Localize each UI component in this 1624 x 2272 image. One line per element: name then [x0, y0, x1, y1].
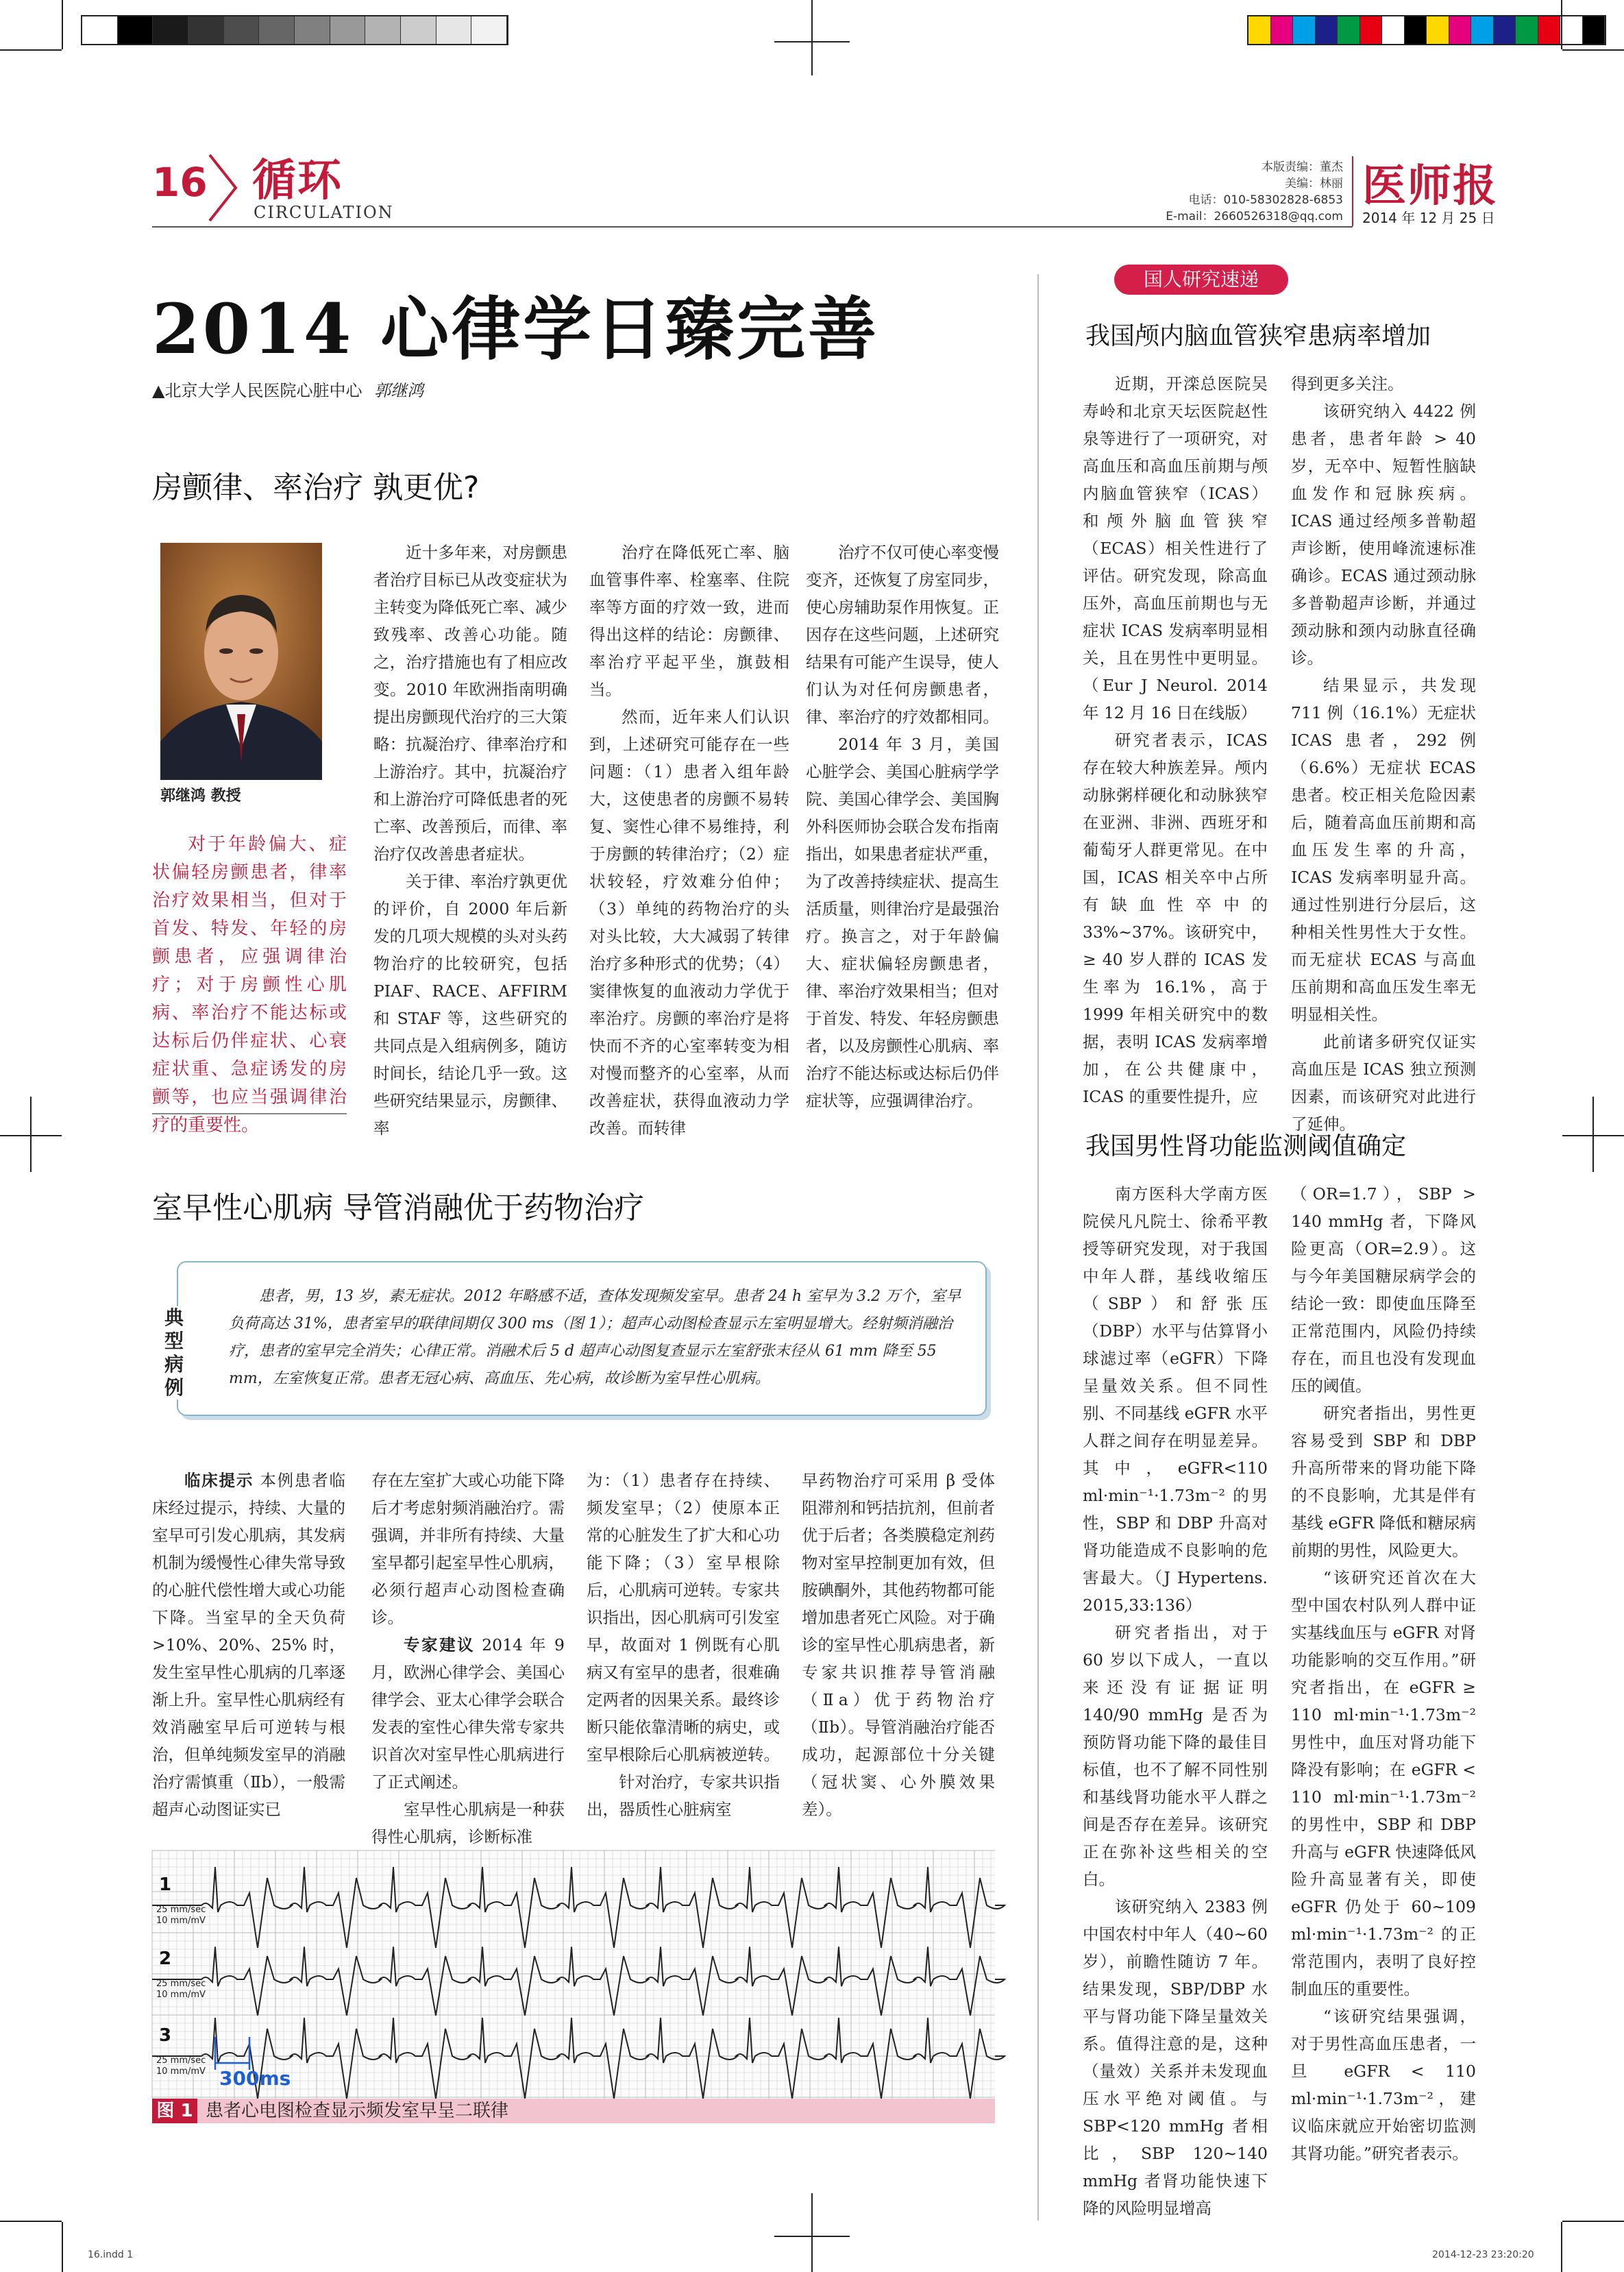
ecg-calibration-label: 25 mm/sec — [156, 1905, 206, 1915]
paragraph: 为：（1）患者存在持续、频发室早；（2）使原本正常的心脏发生了扩大和心功能下降；（3）室早根除后，心肌病可逆转。专家共识指出，因心肌病可引发室早，故面对 1 例既有心肌病又有室早的患者，很难确定两者的因果关系。最终诊断只能依靠清晰的病史，或室早根除后心肌病被逆转。 — [587, 1471, 780, 1764]
editor-credits — [1124, 159, 1343, 225]
case-text — [229, 1283, 962, 1406]
section2-column-2 — [371, 1467, 565, 1846]
color-calibration-bar — [1247, 15, 1606, 45]
section2-column-1 — [152, 1467, 345, 1823]
ecg-lead-label: 1 — [159, 1874, 172, 1895]
color-swatch — [1248, 16, 1271, 44]
ecg-lead-label: 2 — [159, 1949, 172, 1969]
color-swatch — [1405, 16, 1427, 44]
gray-swatch — [259, 16, 295, 44]
paragraph: 近十多年来，对房颤患者治疗目标已从改变症状为主转变为降低死亡率、减少致残率、改善心功能。随之，治疗措施也有了相应改变。2010 年欧洲指南明确提出房颤现代治疗的三大策略：抗凝治疗、律率治疗和上游治疗。其中，抗凝治疗和上游治疗可降低患者的死亡率、改善预后，而律、率治疗仅改善患者症状。 — [373, 543, 567, 864]
section2-heading: 室早性心肌病 导管消融优于药物治疗 — [152, 1190, 644, 1225]
section2-column-3 — [587, 1467, 780, 1823]
ecg-interval-label: 300ms — [219, 2067, 291, 2090]
summary-divider — [152, 1113, 347, 1114]
summary-text: 对于年龄偏大、症状偏轻房颤患者，律率治疗效果相当，但对于首发、特发、年轻的房颤患者，应强调律治疗；对于房颤性心肌病、率治疗不能达标或达标后仍伴症状、心衰症状重、急症诱发的房颤等，也应当强调律治疗的重要性。 — [152, 834, 347, 1136]
color-swatch — [1293, 16, 1316, 44]
paragraph: “该研究结果强调，对于男性高血压患者，一旦 eGFR < 110 ml·min⁻¹·1.73m⁻²，建议临床就应开始密切监测其肾功能。”研究者表示。 — [1291, 2007, 1476, 2163]
figure-label: 图 1 — [152, 2099, 197, 2123]
section2-column-4 — [802, 1467, 995, 1823]
section1-column-3 — [806, 539, 999, 1128]
credit-line: E-mail：2660526318@qq.com — [1166, 210, 1343, 223]
gray-swatch — [224, 16, 260, 44]
paragraph: 然而，近年来人们认识到，上述研究可能存在一些问题：（1）患者入组年龄大，这使患者的房颤不易转复、窦性心律不易维持，利于房颤的转律治疗；（2）症状较轻，疗效难分伯仲；（3）单纯的药物治疗的头对头比较，大大减弱了转律治疗多种形式的优势；（4）窦律恢复的血液动力学优于率治疗。房颤的率治疗是将快而不齐的心室率转变为相对慢而整齐的心室率，从而改善症状，获得血液动力学改善。而转律 — [589, 707, 789, 1138]
paragraph: 该研究纳入 4422 例患者，患者年龄 > 40 岁，无卒中、短暂性脑缺血发作和冠脉疾病。ICAS 通过经颅多普勒超声诊断，使用峰流速标准确诊。ECAS 通过颈动脉多普勒超声诊断，并通过颈动脉和颈内动脉直径确诊。 — [1291, 402, 1476, 668]
gray-swatch — [188, 16, 224, 44]
color-swatch — [1583, 16, 1605, 44]
color-swatch — [1449, 16, 1472, 44]
sidebar-article2-heading: 我国男性肾功能监测阈值确定 — [1085, 1132, 1407, 1160]
paragraph: 结果显示，共发现 711 例（16.1%）无症状 ICAS 患者，292 例（6.6%）无症状 ECAS 患者。校正相关危险因素后，随着高血压前期和高血压发生率的升高，ICAS 发病率明显升高。通过性别进行分层后，这种相关性男性大于女性。而无症状 ECAS 与高血压前期和高血压发生率无明显相关性。 — [1291, 676, 1476, 1024]
case-label-text: 典型病例 — [164, 1306, 184, 1399]
ecg-figure — [152, 1850, 995, 2099]
main-headline: 2014 心律学日臻完善 — [152, 289, 880, 369]
paragraph: 治疗不仅可使心率变慢变齐，还恢复了房室同步，使心房辅助泵作用恢复。正因存在这些问题，上述研究结果有可能产生误导，使人们认为对任何房颤患者，律、率治疗的疗效都相同。 — [806, 543, 999, 726]
paragraph: 得到更多关注。 — [1291, 374, 1404, 393]
paragraph: “该研究还首次在大型中国农村队列人群中证实基线血压与 eGFR 对肾功能影响的交互作用。”研究者指出，在 eGFR ≥ 110 ml·min⁻¹·1.73m⁻² 男性中，血压对肾功能下降没有影响；在 eGFR < 110 ml·min⁻¹·1.73m⁻² 的男性中，SBP 和 DBP 升高与 eGFR 快速降低风险升高显著有关，即使 eGFR 仍处于 60~109 ml·min⁻¹·1.73m⁻² 的正常范围内，表明了良好控制血压的重要性。 — [1291, 1568, 1476, 1999]
paragraph: 研究者指出，男性更容易受到 SBP 和 DBP 升高所带来的肾功能下降的不良影响，尤其是伴有基线 eGFR 降低和糖尿病前期的男性，风险更大。 — [1291, 1404, 1476, 1560]
ecg-calibration-label: 25 mm/sec — [156, 2055, 206, 2066]
color-swatch — [1494, 16, 1516, 44]
sidebar-article2-column-2 — [1291, 1180, 1476, 2195]
crop-mark — [1562, 49, 1624, 51]
paragraph: 关于律、率治疗孰更优的评价，自 2000 年后新发的几项大规模的头对头药物治疗的比较研究，包括 PIAF、RACE、AFFIRM 和 STAF 等，这些研究的共同点是入组病例多，随访时间长，结论几乎一致。这些研究结果显示，房颤律、率 — [373, 872, 567, 1138]
color-swatch — [1382, 16, 1405, 44]
sidebar-divider — [1037, 274, 1039, 2221]
paragraph: 治疗在降低死亡率、脑血管事件率、栓塞率、住院率等方面的疗效一致，进而得出这样的结论：房颤律、率治疗平起平坐，旗鼓相当。 — [589, 543, 789, 699]
ecg-calibration-label: 10 mm/mV — [156, 1916, 206, 1926]
byline-author: 郭继鸿 — [374, 381, 424, 400]
paragraph: 近期，开滦总医院吴寿岭和北京天坛医院赵性泉等进行了一项研究，对高血压和高血压前期与颅内脑血管狭窄（ICAS）和颅外脑血管狭窄（ECAS）相关性进行了评估。研究发现，除高血压外，高血压前期也与无症状 ICAS 发病率明显相关，且在男性中更明显。（Eur J Neurol. 2014 年 12 月 16 日在线版） — [1083, 374, 1268, 722]
registration-mark — [811, 2193, 813, 2272]
byline — [152, 377, 423, 401]
paragraph: 早药物治疗可采用 β 受体阻滞剂和钙拮抗剂，但前者优于后者；各类膜稳定剂药物对室早控制更加有效，但胺碘酮外，其他药物都可能增加患者死亡风险。对于确诊的室早性心肌病患者，新专家共识推荐导管消融（Ⅱa）优于药物治疗（Ⅱb）。导管消融治疗能否成功，起源部位十分关键（冠状窦、心外膜效果差）。 — [802, 1471, 995, 1819]
paragraph: 该研究纳入 2383 例中国农村中年人（40~60 岁），前瞻性随访 7 年。结果发现，SBP/DBP 水平与肾功能下降呈量效关系。值得注意的是，这种（量效）关系并未发现血压水平绝对阈值。与 SBP<120 mmHg 者相比，SBP 120~140 mmHg 者肾功能快速下降的风险明显增高 — [1083, 1897, 1268, 2218]
color-swatch — [1360, 16, 1383, 44]
credit-line: 美编：林丽 — [1285, 177, 1343, 191]
paragraph: 针对治疗，专家共识指出，器质性心脏病室 — [587, 1772, 780, 1819]
registration-mark — [811, 0, 813, 75]
gray-swatch — [401, 16, 436, 44]
color-swatch — [1338, 16, 1360, 44]
paragraph: （OR=1.7），SBP > 140 mmHg 者，下降风险更高（OR=2.9）。这与今年美国糖尿病学会的结论一致：即使血压降至正常范围内，风险仍持续存在，而且也没有发现血压的阈值。 — [1291, 1184, 1476, 1395]
sidebar-article1-column-1 — [1083, 370, 1268, 1106]
header-divider — [1352, 156, 1353, 226]
case-label — [159, 1306, 189, 1400]
ecg-calibration-label: 10 mm/mV — [156, 2066, 206, 2077]
gray-swatch — [365, 16, 401, 44]
crop-mark — [1562, 2221, 1624, 2222]
registration-mark — [1592, 1097, 1594, 1172]
figure-caption: 患者心电图检查显示频发室早呈二联律 — [206, 2101, 509, 2121]
sidebar-article1-column-2 — [1291, 370, 1476, 1134]
section1-column-1 — [373, 539, 567, 1138]
author-photo — [160, 543, 322, 780]
registration-mark — [774, 2236, 850, 2237]
section1-heading: 房颤律、率治疗 孰更优? — [152, 470, 480, 505]
photo-caption: 郭继鸿 教授 — [160, 787, 241, 805]
section-title: 循环 — [252, 156, 343, 206]
registration-mark — [774, 41, 850, 42]
page-number: 16 — [152, 159, 208, 206]
header-chevron-icon — [206, 152, 240, 223]
gray-swatch — [330, 16, 366, 44]
paragraph: 室早性心肌病是一种获得性心肌病，诊断标准 — [371, 1800, 565, 1846]
color-swatch — [1471, 16, 1494, 44]
sidebar-badge: 国人研究速递 — [1114, 265, 1288, 295]
color-swatch — [1560, 16, 1583, 44]
color-swatch — [1516, 16, 1538, 44]
crop-mark — [62, 0, 63, 49]
color-swatch — [1271, 16, 1294, 44]
paragraph: 研究者表示，ICAS 存在较大种族差异。颅内动脉粥样硬化和动脉狭窄在亚洲、非洲、西班牙和葡萄牙人群更常见。在中国，ICAS 相关卒中占所有缺血性卒中的 33%~37%。该研究中，≥ 40 岁人群的 ICAS 发生率为 16.1%，高于 1999 年相关研究中的数据，表明 ICAS 发病率增加，在公共健康中，ICAS 的重要性提升，应 — [1083, 731, 1268, 1106]
crop-mark — [1561, 0, 1562, 49]
gray-swatch — [436, 16, 472, 44]
header-rule — [152, 226, 1353, 228]
gray-swatch — [295, 16, 330, 44]
case-paragraph: 患者，男，13 岁，素无症状。2012 年略感不适，查体发现频发室早。患者 24 h 室早为 3.2 万个，室早负荷高达 31%，患者室早的联律间期仅 300 ms（图 1）；超声心动图检查显示左室明显增大。经射频消融治疗，患者的室早完全消失；心律正常。消融术后 5 d 超声心动图复查显示左室舒张末径从 61 mm 降至 55 mm，左室恢复正常。患者无冠心病、高血压、先心病，故诊断为室早性心肌病。 — [229, 1288, 961, 1387]
crop-mark — [1561, 2222, 1562, 2272]
gray-swatch — [153, 16, 188, 44]
paragraph: 2014 年 3 月，美国心脏学会、美国心脏病学学院、美国心律学会、美国胸外科医师协会联合发布指南指出，如果患者症状严重，为了改善持续症状、提高生活质量，则律治疗是最强治疗。换言之，对于年龄偏大、症状偏轻房颤患者，律、率治疗效果相当；但对于首发、特发、年轻房颤患者，以及房颤性心肌病、率治疗不能达标或达标后仍伴症状等，应强调律治疗。 — [806, 735, 999, 1110]
ecg-lead-label: 3 — [159, 2025, 172, 2046]
gray-swatch — [118, 16, 153, 44]
credit-line: 本版责编：董杰 — [1262, 160, 1343, 174]
footer-file: 16.indd 1 — [88, 2249, 134, 2260]
paragraph: 南方医科大学南方医院侯凡凡院士、徐希平教授等研究发现，对于我国中年人群，基线收缩压（SBP）和舒张压（DBP）水平与估算肾小球滤过率（eGFR）下降呈量效关系。但不同性别、不同基线 eGFR 水平人群之间存在明显差异。其中，eGFR<110 ml·min⁻¹·1.73m⁻² 的男性，SBP 和 DBP 升高对肾功能造成不良影响的危害最大。（J Hypertens. 2015,33:136） — [1083, 1184, 1268, 1615]
ecg-calibration-label: 25 mm/sec — [156, 1979, 206, 1989]
paragraph: 此前诸多研究仅证实高血压是 ICAS 独立预测因素，而该研究对此进行了延伸。 — [1291, 1032, 1476, 1134]
footer-timestamp: 2014-12-23 23:20:20 — [1432, 2249, 1534, 2260]
newspaper-logo: 医师报 — [1362, 160, 1498, 212]
paragraph: 专家建议 2014 年 9 月，欧洲心律学会、美国心律学会、亚太心律学会联合发表的室性心律失常专家共识首次对室早性心肌病进行了正式阐述。 — [371, 1635, 565, 1792]
registration-mark — [30, 1097, 32, 1172]
ecg-calibration-label: 10 mm/mV — [156, 1990, 206, 2000]
gray-swatch — [82, 16, 118, 44]
gray-swatch — [471, 16, 507, 44]
paragraph: 临床提示 本例患者临床经过提示，持续、大量的室早可引发心肌病，其发病机制为缓慢性心律失常导致的心脏代偿性增大或心功能下降。当室早的全天负荷 >10%、20%、25% 时，发生室早性心肌病的几率逐渐上升。室早性心肌病经有效消融室早后可逆转与根治，但单纯频发室早的消融治疗需慎重（Ⅱb），一般需超声心动图证实已 — [152, 1471, 345, 1819]
byline-affiliation: ▲北京大学人民医院心脏中心 — [152, 381, 362, 400]
crop-mark — [0, 2221, 62, 2222]
grayscale-calibration-bar — [81, 15, 508, 45]
section-subtitle: CIRCULATION — [254, 203, 394, 222]
crop-mark — [62, 2222, 63, 2272]
credit-line: 电话：010-58302828-6853 — [1188, 193, 1343, 207]
paragraph: 存在左室扩大或心功能下降后才考虑射频消融治疗。需强调，并非所有持续、大量室早都引起室早性心肌病，必须行超声心动图检查确诊。 — [371, 1471, 565, 1627]
issue-date: 2014 年 12 月 25 日 — [1362, 210, 1495, 226]
section1-column-2 — [589, 539, 789, 1138]
section1-summary — [152, 831, 347, 1136]
paragraph: 研究者指出，对于 60 岁以下成人，一直以来还没有证据证明 140/90 mmHg 是否为预防肾功能下降的最佳目标值，也不了解不同性别和基线肾功能水平人群之间是否存在差异。该研究正在弥补这些相关的空白。 — [1083, 1623, 1268, 1889]
crop-mark — [0, 49, 62, 51]
color-swatch — [1316, 16, 1338, 44]
color-swatch — [1427, 16, 1449, 44]
sidebar-article2-column-1 — [1083, 1180, 1268, 2218]
color-swatch — [1538, 16, 1561, 44]
sidebar-article1-heading: 我国颅内脑血管狭窄患病率增加 — [1085, 322, 1431, 350]
